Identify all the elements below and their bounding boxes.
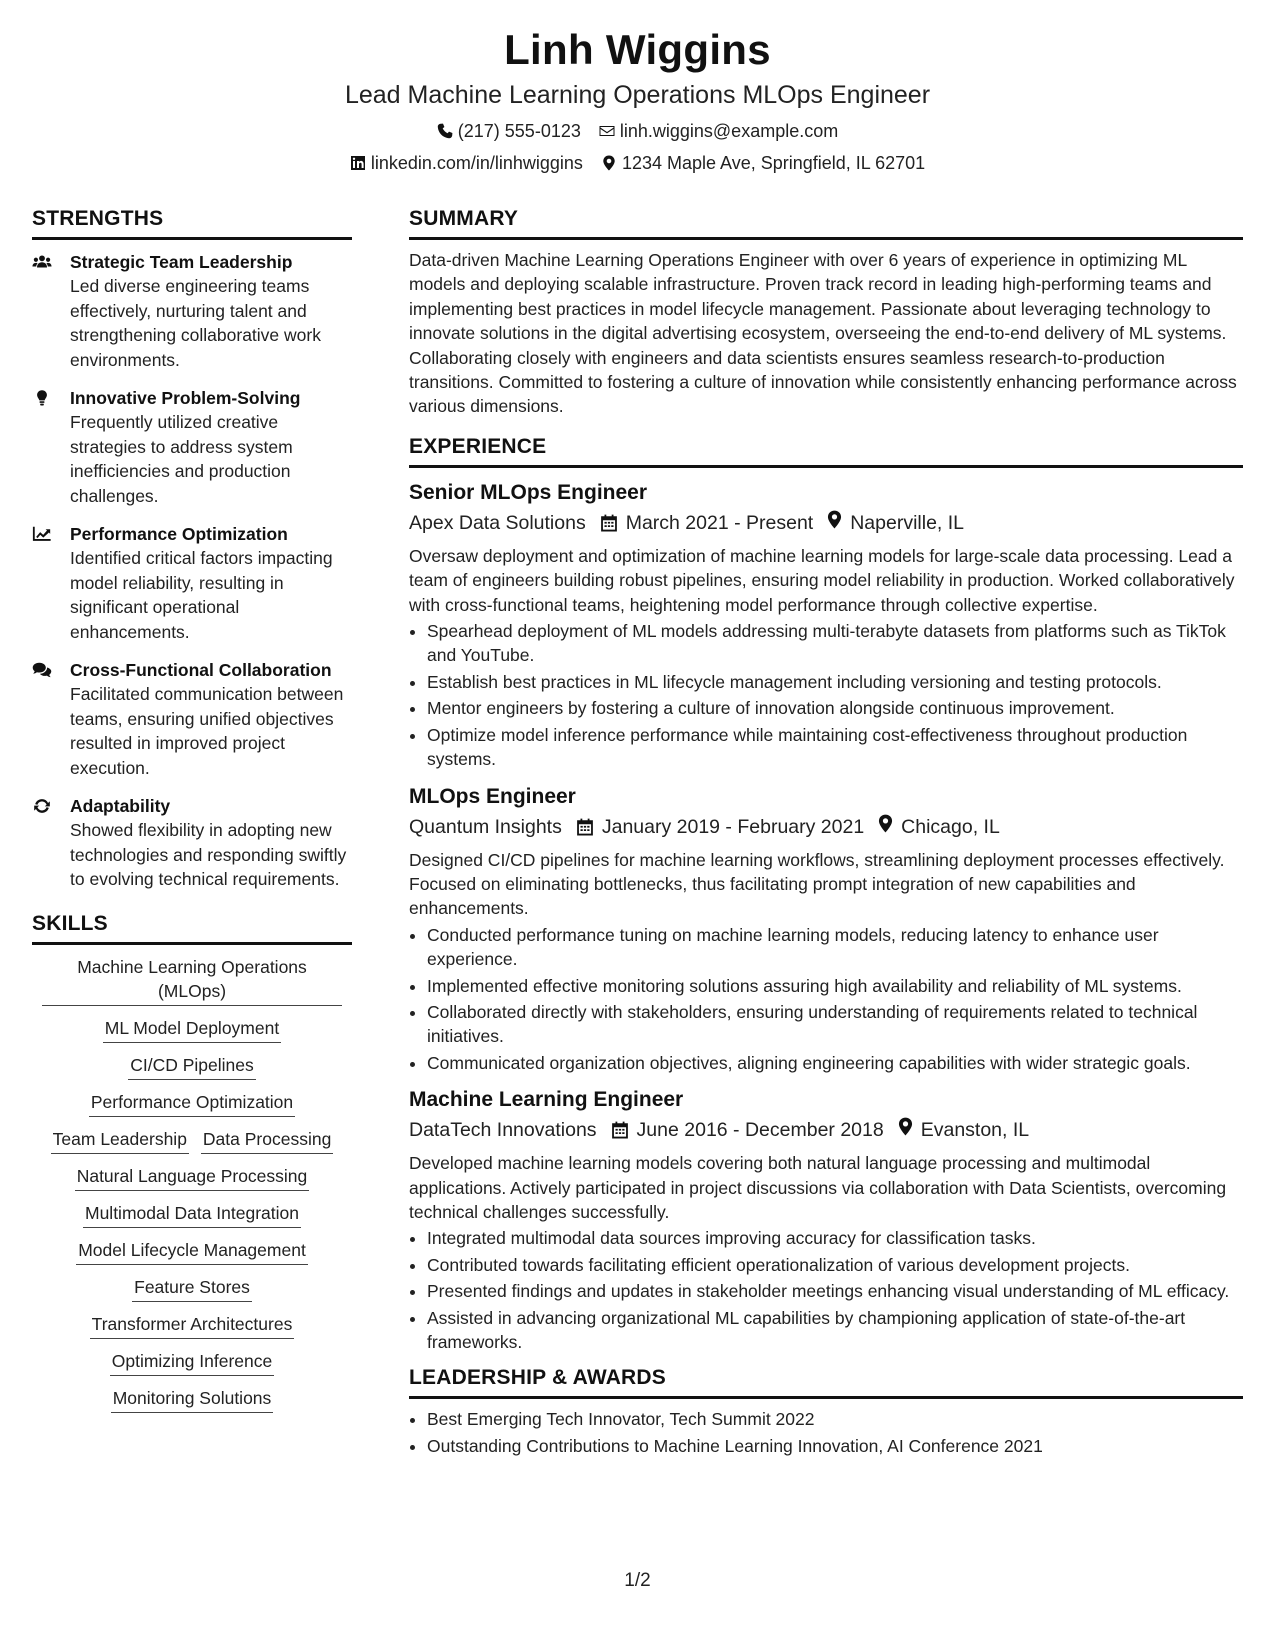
- skill-tag: Machine Learning Operations (MLOps): [42, 955, 342, 1006]
- linkedin-icon: [350, 155, 366, 171]
- skill-tag: Feature Stores: [132, 1275, 252, 1302]
- job-bullets: [409, 619, 1243, 771]
- linkedin-url[interactable]: linkedin.com/in/linhwiggins: [370, 153, 583, 173]
- strength-title: Strategic Team Leadership: [70, 252, 293, 272]
- comments-icon: [32, 661, 52, 679]
- strength-title: Innovative Problem-Solving: [70, 388, 301, 408]
- strength-title: Performance Optimization: [70, 524, 288, 544]
- skill-row: [32, 1238, 352, 1265]
- skill-row: [32, 1275, 352, 1302]
- strength-description: Showed flexibility in adopting new technologies and responding swiftly to evolving technical requirements.: [70, 820, 347, 889]
- skill-row: [32, 1016, 352, 1043]
- company-name: Apex Data Solutions: [409, 511, 586, 534]
- summary-text: Data-driven Machine Learning Operations Engineer with over 6 years of experience in optimizing ML models and deploying scalable infrastructure. Proven track record in leading high-performing teams and implementing best practices in model lifecycle management. Passionate about leveraging technology to innovate solutions in the digital advertising ecosystem, overseeing the end-to-end delivery of ML systems. Collaborating closely with engineers and data scientists ensures seamless research-to-production transitions. Committed to fostering a culture of innovation while consistently enhancing performance across various dimensions.: [409, 250, 1237, 417]
- email-contact[interactable]: [599, 118, 838, 144]
- skill-tag: Monitoring Solutions: [111, 1386, 274, 1413]
- job-location: Chicago, IL: [901, 815, 1000, 838]
- job-entry: [409, 478, 1243, 772]
- map-pin-icon: [827, 510, 842, 529]
- experience-list: [409, 478, 1243, 1355]
- skill-row: [32, 955, 352, 1006]
- job-location: Naperville, IL: [850, 511, 965, 534]
- job-bullet: • Assisted in advancing organizational ML capabilities by championing application of state-of-the-art frameworks.: [427, 1306, 1243, 1355]
- candidate-role: Lead Machine Learning Operations MLOps Engineer: [344, 81, 931, 109]
- phone-contact: [437, 118, 581, 144]
- awards-heading: LEADERSHIP & AWARDS: [409, 1364, 1243, 1399]
- strength-item: [32, 250, 352, 372]
- calendar-icon: [600, 514, 618, 532]
- job-description: Designed CI/CD pipelines for machine learning workflows, streamlining deployment processes effectively. Focused on eliminating bottlenecks, thus facilitating prompt integration of new capabilities and enhancements.: [409, 849, 1225, 919]
- job-bullet: • Optimize model inference performance while maintaining cost-effectiveness throughout production systems.: [427, 723, 1243, 772]
- strengths-list: [32, 250, 352, 892]
- skill-row: [32, 1164, 352, 1191]
- right-column: [409, 205, 1243, 1460]
- job-bullet: • Contributed towards facilitating efficient operationalization of various development projects.: [427, 1253, 1243, 1277]
- job-title: Machine Learning Engineer: [409, 1088, 684, 1112]
- sync-icon: [32, 797, 52, 815]
- job-entry: [409, 1085, 1243, 1354]
- job-bullet: • Mentor engineers by fostering a culture of innovation alongside continuous improvement.: [427, 696, 1243, 720]
- strength-item: [32, 658, 352, 780]
- lightbulb-icon: [32, 389, 52, 407]
- job-location: Evanston, IL: [920, 1119, 1030, 1142]
- job-bullet: • Implemented effective monitoring solutions assuring high availability and reliability of ML systems.: [427, 974, 1243, 998]
- company-name: Quantum Insights: [409, 815, 562, 838]
- skill-tag: Data Processing: [201, 1127, 333, 1154]
- address-contact: [601, 150, 925, 176]
- skill-row: [32, 1127, 352, 1154]
- contact-row-2: [0, 150, 1275, 176]
- job-meta: [409, 508, 1243, 538]
- envelope-icon: [599, 123, 615, 139]
- left-column: [32, 205, 352, 1423]
- job-title: MLOps Engineer: [409, 784, 576, 808]
- job-bullet: • Conducted performance tuning on machine learning models, reducing latency to enhance user experience.: [427, 923, 1243, 972]
- calendar-icon: [576, 818, 594, 836]
- job-bullet: • Presented findings and updates in stakeholder meetings enhancing visual understanding of ML efficacy.: [427, 1279, 1243, 1303]
- strengths-heading: STRENGTHS: [32, 205, 352, 240]
- map-pin-icon: [898, 1117, 913, 1136]
- award-item: • Outstanding Contributions to Machine Learning Innovation, AI Conference 2021: [427, 1434, 1243, 1458]
- job-dates: January 2019 - February 2021: [601, 815, 865, 838]
- strength-description: Facilitated communication between teams, ensuring unified objectives resulted in improved project execution.: [70, 684, 344, 778]
- map-pin-icon: [878, 814, 893, 833]
- phone-icon: [437, 123, 453, 139]
- job-entry: [409, 782, 1243, 1076]
- skills-heading: SKILLS: [32, 910, 352, 945]
- skill-row: [32, 1053, 352, 1080]
- page-number: 1/2: [624, 1570, 651, 1591]
- skill-tag: Optimizing Inference: [110, 1349, 275, 1376]
- skill-tag: Multimodal Data Integration: [83, 1201, 301, 1228]
- job-title: Senior MLOps Engineer: [409, 480, 648, 504]
- strength-title: Cross-Functional Collaboration: [70, 660, 332, 680]
- skill-tag: Performance Optimization: [89, 1090, 295, 1117]
- strength-title: Adaptability: [70, 796, 171, 816]
- chart-line-icon: [32, 525, 52, 543]
- job-bullet: • Establish best practices in ML lifecycle management including versioning and testing protocols.: [427, 670, 1243, 694]
- skill-tag: Model Lifecycle Management: [76, 1238, 308, 1265]
- candidate-name: Linh Wiggins: [504, 26, 771, 73]
- map-pin-icon: [601, 155, 617, 171]
- contact-row-1: [0, 118, 1275, 144]
- awards-list: [409, 1407, 1243, 1458]
- job-meta: [409, 812, 1243, 842]
- job-bullets: [409, 923, 1243, 1075]
- calendar-icon: [611, 1121, 629, 1139]
- skill-tag: Natural Language Processing: [75, 1164, 310, 1191]
- job-meta: [409, 1115, 1243, 1145]
- skills-list: [32, 955, 352, 1413]
- summary-heading: SUMMARY: [409, 205, 1243, 240]
- resume-header: [0, 22, 1275, 176]
- experience-heading: EXPERIENCE: [409, 433, 1243, 468]
- skill-row: [32, 1386, 352, 1413]
- skill-row: [32, 1090, 352, 1117]
- job-dates: June 2016 - December 2018: [636, 1119, 884, 1142]
- strength-item: [32, 794, 352, 892]
- job-bullet: • Collaborated directly with stakeholders, ensuring understanding of requirements related to technical initiatives.: [427, 1000, 1243, 1049]
- job-dates: March 2021 - Present: [625, 511, 814, 534]
- users-icon: [32, 253, 52, 271]
- skill-row: [32, 1312, 352, 1339]
- strength-item: [32, 386, 352, 508]
- email-address[interactable]: linh.wiggins@example.com: [619, 121, 839, 141]
- skill-tag: Team Leadership: [51, 1127, 189, 1154]
- job-bullet: • Integrated multimodal data sources improving accuracy for classification tasks.: [427, 1226, 1243, 1250]
- address: 1234 Maple Ave, Springfield, IL 62701: [621, 153, 926, 173]
- job-description: Developed machine learning models covering both natural language processing and multimodal applications. Actively participated in project discussions via collaboration with Data Scientists, overcoming technical challenges successfully.: [409, 1153, 1227, 1222]
- job-bullet: • Communicated organization objectives, aligning engineering capabilities with wider strategic goals.: [427, 1051, 1243, 1075]
- strength-description: Identified critical factors impacting model reliability, resulting in significant operational enhancements.: [70, 548, 333, 642]
- skill-tag: Transformer Architectures: [90, 1312, 295, 1339]
- company-name: DataTech Innovations: [409, 1119, 597, 1142]
- job-bullet: • Spearhead deployment of ML models addressing multi-terabyte datasets from platforms such as TikTok and YouTube.: [427, 619, 1243, 668]
- skill-tag: CI/CD Pipelines: [128, 1053, 256, 1080]
- linkedin-contact[interactable]: [350, 150, 583, 176]
- job-bullets: [409, 1226, 1243, 1354]
- skill-row: [32, 1349, 352, 1376]
- job-description: Oversaw deployment and optimization of machine learning models for large-scale data processing. Lead a team of engineers building robust pipelines, ensuring model reliability in production. Worked collaboratively with cross-functional teams, heightening model performance through collective expertise.: [409, 545, 1235, 615]
- award-item: • Best Emerging Tech Innovator, Tech Summit 2022: [427, 1407, 1243, 1431]
- skill-row: [32, 1201, 352, 1228]
- skill-tag: ML Model Deployment: [103, 1016, 281, 1043]
- strength-item: [32, 522, 352, 644]
- strength-description: Led diverse engineering teams effectively, nurturing talent and strengthening collaborative work environments.: [70, 276, 321, 370]
- phone-number: (217) 555-0123: [457, 121, 581, 141]
- strength-description: Frequently utilized creative strategies to address system inefficiencies and production challenges.: [70, 412, 293, 506]
